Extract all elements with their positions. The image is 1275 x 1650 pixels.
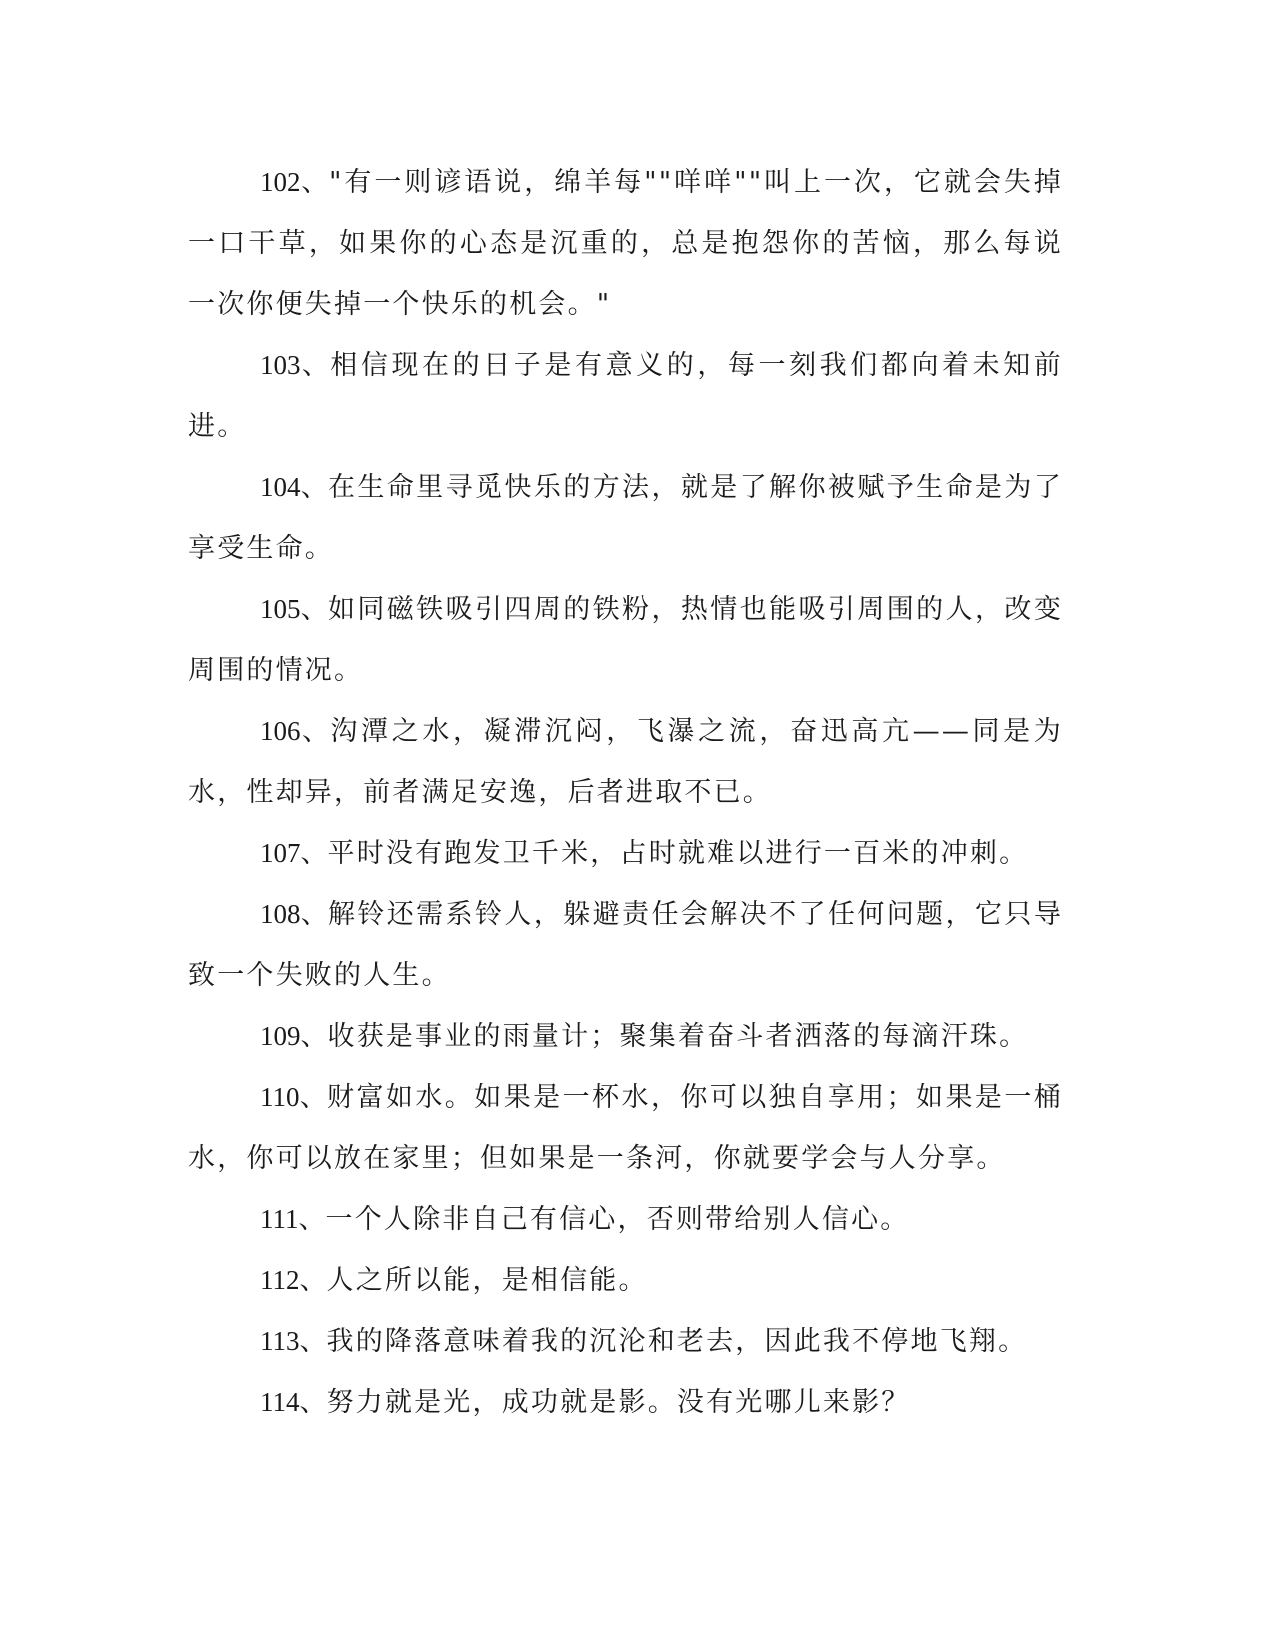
- paragraph-number: 113、: [260, 1326, 327, 1356]
- paragraph-106: [188, 701, 1063, 823]
- paragraph-text: 平时没有跑发卫千米，占时就难以进行一百米的冲刺。: [327, 838, 1029, 869]
- paragraph-111: [188, 1189, 1063, 1250]
- paragraph-107: [188, 823, 1063, 884]
- paragraph-text: 相信现在的日子是有意义的，每一刻我们都向着未知前进。: [188, 350, 1063, 442]
- paragraph-number: 109、: [260, 1021, 328, 1051]
- paragraph-text: 收获是事业的雨量计；聚集着奋斗者洒落的每滴汗珠。: [327, 1021, 1029, 1052]
- paragraph-text: "有一则谚语说，绵羊每""咩咩""叫上一次，它就会失掉一口干草，如果你的心态是沉重的，总是抱怨你的苦恼，那么每说一次你便失掉一个快乐的机会。": [188, 167, 1064, 320]
- paragraph-103: [188, 335, 1063, 457]
- paragraph-text: 人之所以能，是相信能。: [326, 1265, 648, 1296]
- paragraph-text: 如同磁铁吸引四周的铁粉，热情也能吸引周围的人，改变周围的情况。: [188, 594, 1064, 686]
- paragraph-text: 财富如水。如果是一杯水，你可以独自享用；如果是一桶水，你可以放在家里；但如果是一条河，你就要学会与人分享。: [188, 1082, 1063, 1174]
- paragraph-102: [188, 152, 1063, 335]
- paragraph-text: 在生命里寻觅快乐的方法，就是了解你被赋予生命是为了享受生命。: [188, 472, 1064, 564]
- paragraph-109: [188, 1006, 1063, 1067]
- paragraph-text: 努力就是光，成功就是影。没有光哪儿来影？: [326, 1387, 911, 1418]
- paragraph-text: 我的降落意味着我的沉沦和老去，因此我不停地飞翔。: [326, 1326, 1028, 1357]
- paragraph-number: 108、: [260, 899, 328, 929]
- paragraph-number: 106、: [260, 716, 331, 746]
- paragraph-number: 111、: [260, 1204, 326, 1234]
- paragraph-number: 114、: [260, 1387, 327, 1417]
- paragraph-110: [188, 1067, 1063, 1189]
- paragraph-number: 104、: [260, 472, 328, 502]
- paragraph-number: 102、: [260, 167, 330, 197]
- paragraph-number: 112、: [260, 1265, 327, 1295]
- paragraph-108: [188, 884, 1063, 1006]
- paragraph-text: 解铃还需系铃人，躲避责任会解决不了任何问题，它只导致一个失败的人生。: [188, 899, 1064, 991]
- paragraph-text: 一个人除非自己有信心，否则带给别人信心。: [325, 1204, 910, 1235]
- paragraph-104: [188, 457, 1063, 579]
- paragraph-text: 沟潭之水，凝滞沉闷，飞瀑之流，奋迅高亢——同是为水，性却异，前者满足安逸，后者进取不已。: [188, 716, 1063, 808]
- paragraph-105: [188, 579, 1063, 701]
- paragraph-113: [188, 1311, 1063, 1372]
- paragraph-112: [188, 1250, 1063, 1311]
- paragraph-number: 107、: [260, 838, 328, 868]
- document-body: [188, 152, 1063, 1433]
- paragraph-number: 103、: [260, 350, 331, 380]
- paragraph-114: [188, 1372, 1063, 1433]
- paragraph-number: 105、: [260, 594, 328, 624]
- paragraph-number: 110、: [260, 1082, 327, 1112]
